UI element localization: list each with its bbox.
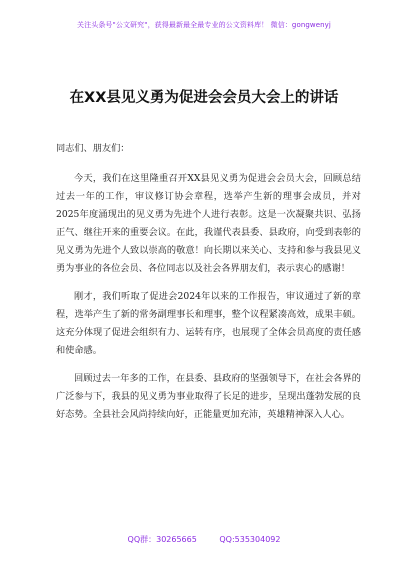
header-banner: 关注头条号"公文研究"，获得最新最全最专业的公文资料库！ 微信：gongwenyj: [77, 21, 331, 29]
paragraph-3: 回顾过去一年多的工作，在县委、县政府的坚强领导下，在社会各界的广泛参与下，我县的见义勇为事业取得了长足的进步，呈现出蓬勃发展的良好态势。全县社会风尚持续向好，正能量更加充沛，英雄精神深入人心。: [56, 373, 361, 420]
document-title: 在XX县见义勇为促进会会员大会上的讲话: [69, 90, 339, 106]
paragraph-1: 今天，我们在这里隆重召开XX县见义勇为促进会会员大会，回顾总结过去一年的工作，审议修订协会章程，选举产生新的理事会成员，并对2025年度涌现出的见义勇为先进个人进行表彰。这是一次凝聚共识、弘扬正气、继往开来的重要会议。在此，我谨代表县委、县政府，向受到表彰的见义勇为先进个人致以崇高的敬意！向长期以来关心、支持和参与我县见义勇为事业的各位会员、各位同志以及社会各界朋友们，表示衷心的感谢！: [56, 173, 361, 274]
document-body: [56, 140, 361, 434]
footer-qq-group: QQ群：30265665: [127, 535, 197, 544]
greeting: 同志们、朋友们：: [56, 143, 130, 154]
footer: [0, 534, 408, 545]
footer-qq: QQ:535304092: [219, 535, 281, 544]
paragraph-2: 刚才，我们听取了促进会2024年以来的工作报告，审议通过了新的章程，选举产生了新的常务副理事长和理事，整个议程紧凑高效，成果丰硕。这充分体现了促进会组织有力、运转有序，也展现了全体会员高度的责任感和使命感。: [56, 291, 361, 356]
